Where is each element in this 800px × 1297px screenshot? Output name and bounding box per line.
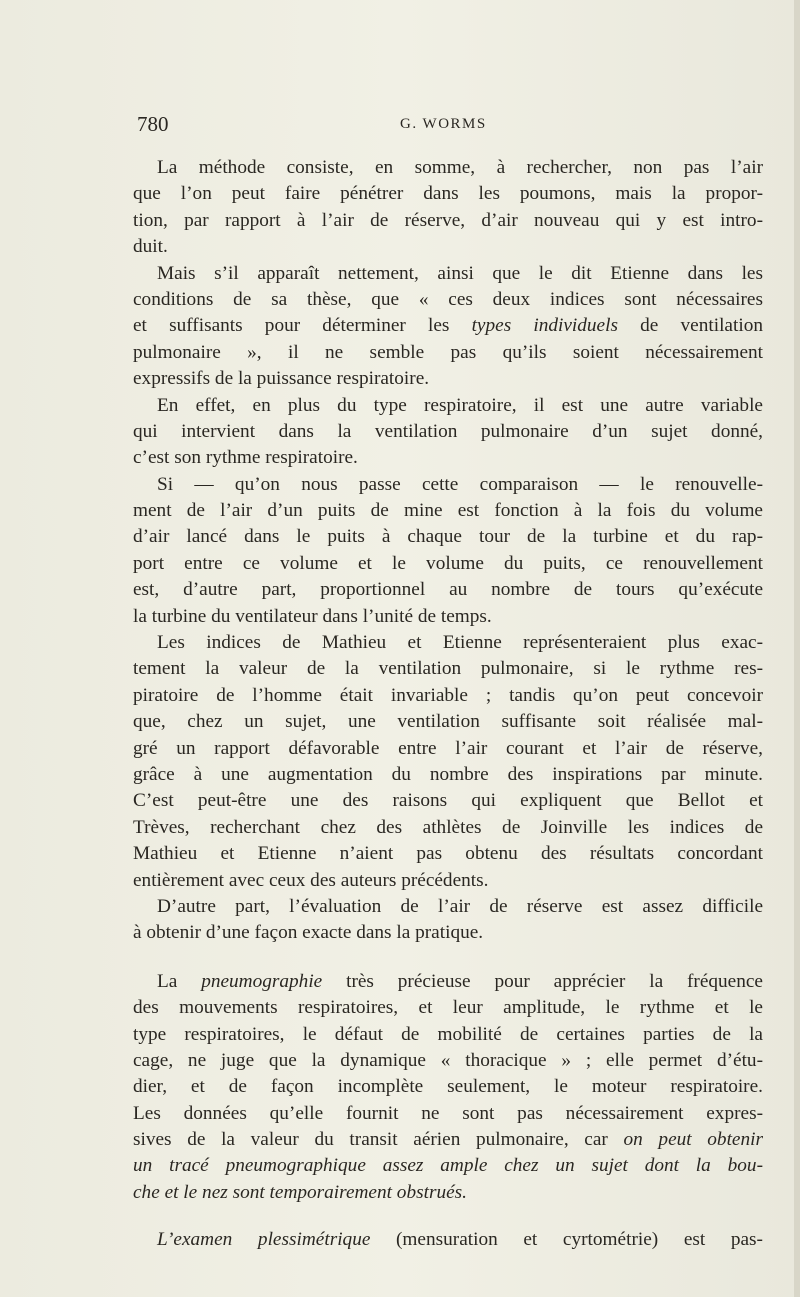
page-edge [794,0,800,1297]
text-line: dier, et de façon incomplète seulement, le moteur respiratoire. [133,1076,763,1098]
text-line: En effet, en plus du type respiratoire, il est une autre variable [157,394,763,416]
paragraph-gap [133,1206,763,1227]
text-line: Si — qu’on nous passe cette comparaison — le renouvelle- [157,473,763,495]
text-line: que l’on peut faire pénétrer dans les poumons, mais la propor- [133,183,763,205]
text-line: cage, ne juge que la dynamique « thoracique » ; elle permet d’étu- [133,1049,763,1071]
text-span: et suffisants pour déterminer les [133,315,450,337]
text-line: type respiratoires, le défaut de mobilité de certaines parties de la [133,1023,763,1045]
text-line: c’est son rythme respiratoire. [133,447,358,469]
text-span: (mensuration et cyrtométrie) est pas- [396,1229,763,1251]
text-line: des mouvements respiratoires, et leur amplitude, le rythme et le [133,997,763,1019]
text-line: d’air lancé dans le puits à chaque tour de la turbine et du rap- [133,526,763,548]
italic-phrase: un tracé pneumographique assez ample chez un sujet dont la bou- [133,1155,763,1177]
running-head [137,112,769,142]
text-line: gré un rapport défavorable entre l’air courant et l’air de réserve, [133,737,763,759]
text-line: pulmonaire », il ne semble pas qu’ils soient nécessairement [133,341,763,363]
text-span: de ventilation [640,315,763,337]
text-line: port entre ce volume et le volume du puits, ce renouvellement [133,552,763,574]
text-line: ment de l’air d’un puits de mine est fonction à la fois du volume [133,500,763,522]
italic-term: types individuels [471,315,618,337]
text-line: à obtenir d’une façon exacte dans la pratique. [133,922,484,944]
text-line [133,1227,763,1253]
text-line: Les indices de Mathieu et Etienne représenteraient plus exac- [157,632,763,654]
italic-term: pneumographie [201,970,323,992]
text-line: que, chez un sujet, une ventilation suffisante soit réalisée mal- [133,711,763,733]
text-line [133,1127,763,1153]
body-text [133,155,763,1254]
text-line: Trèves, recherchant chez des athlètes de Joinville les indices de [133,816,763,838]
text-line [133,1153,763,1179]
italic-phrase: che et le nez sont temporairement obstrués. [133,1181,467,1203]
text-line: piratoire de l’homme était invariable ; tandis qu’on peut concevoir [133,684,763,706]
text-span: sives de la valeur du transit aérien pulmonaire, car [133,1129,608,1151]
text-line [133,969,763,995]
text-line: C’est peut-être une des raisons qui expliquent que Bellot et [133,790,763,812]
text-line: la turbine du ventilateur dans l’unité de temps. [133,605,492,627]
text-line: La méthode consiste, en somme, à rechercher, non pas l’air [157,157,763,178]
page-number: 780 [137,112,169,136]
text-line: qui intervient dans la ventilation pulmonaire d’un sujet donné, [133,420,763,442]
text-line: tion, par rapport à l’air de réserve, d’air nouveau qui y est intro- [133,209,763,231]
text-line [133,313,763,339]
text-line: entièrement avec ceux des auteurs précédents. [133,869,489,891]
text-line: conditions de sa thèse, que « ces deux indices sont nécessaires [133,288,763,310]
running-title: G. WORMS [400,116,487,132]
text-span: très précieuse pour apprécier la fréquence [346,970,763,992]
text-line: Mais s’il apparaît nettement, ainsi que le dit Etienne dans les [157,262,763,284]
text-span: La [157,970,178,992]
text-line: Les données qu’elle fournit ne sont pas nécessairement expres- [133,1102,763,1124]
text-line: est, d’autre part, proportionnel au nombre de tours qu’exécute [133,579,763,601]
text-line: tement la valeur de la ventilation pulmonaire, si le rythme res- [133,658,763,680]
text-line: expressifs de la puissance respiratoire. [133,368,430,390]
text-line: grâce à une augmentation du nombre des inspirations par minute. [133,763,763,785]
text-line: duit. [133,236,168,258]
italic-phrase: on peut obtenir [623,1129,763,1151]
text-line: D’autre part, l’évaluation de l’air de réserve est assez difficile [157,895,763,917]
text-line [133,1180,763,1206]
paragraph-gap [133,947,763,969]
italic-term: L’examen plessimétrique [157,1229,371,1251]
text-line: Mathieu et Etienne n’aient pas obtenu des résultats concordant [133,843,763,865]
